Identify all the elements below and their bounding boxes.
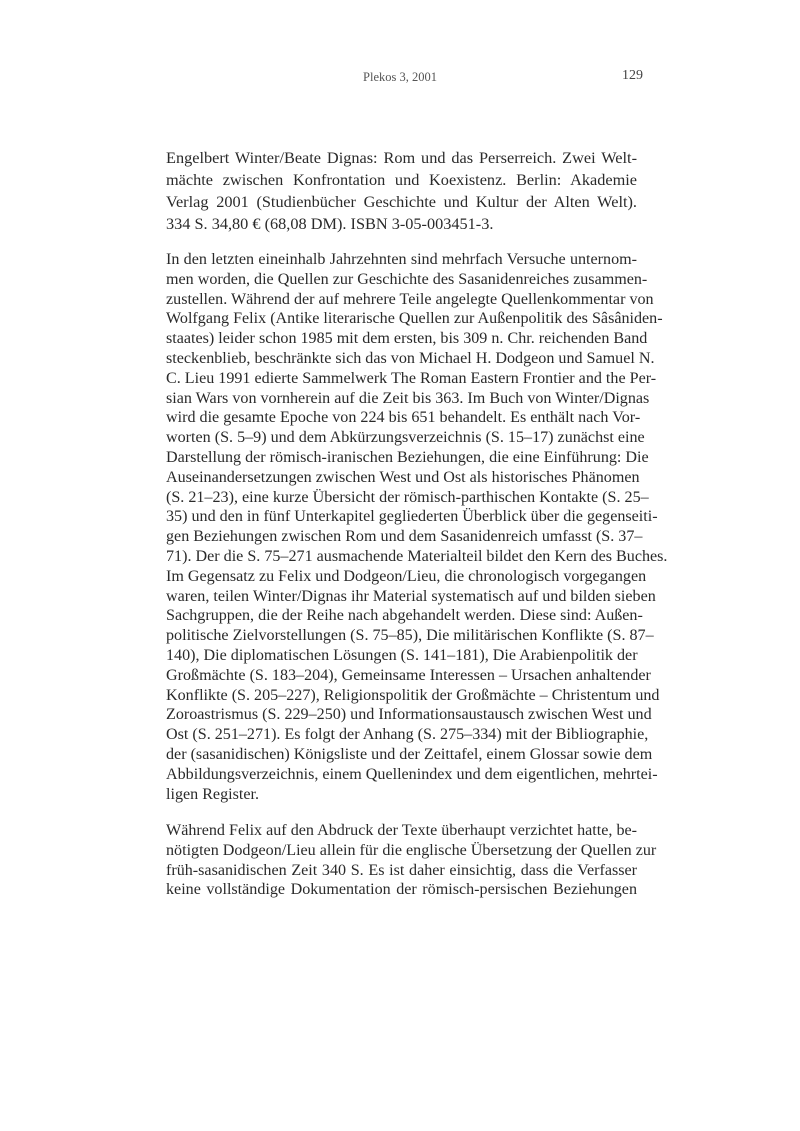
text-line: politische Zielvorstellungen (S. 75–85), Die militärischen Konflikte (S. 87–	[166, 627, 654, 645]
text-line: Während Felix auf den Abdruck der Texte überhaupt verzichtet hatte, be-	[166, 822, 637, 839]
text-line: Im Gegensatz zu Felix und Dodgeon/Lieu, die chronologisch vorgegangen	[166, 567, 647, 585]
heading-line: mächte zwischen Konfrontation und Koexistenz. Berlin: Akademie	[166, 170, 637, 189]
text-line: waren, teilen Winter/Dignas ihr Material systematisch auf und bilden sieben	[166, 587, 656, 605]
text-line: wird die gesamte Epoche von 224 bis 651 behandelt. Es enthält nach Vor-	[166, 409, 641, 427]
text-line: (S. 21–23), eine kurze Übersicht der römisch-parthischen Kontakte (S. 25–	[166, 488, 649, 506]
text-line: zustellen. Während der auf mehrere Teile angelegte Quellenkommentar von	[166, 290, 654, 308]
page-number: 129	[622, 68, 643, 83]
heading-line: Verlag 2001 (Studienbücher Geschichte und Kultur der Alten Welt).	[166, 192, 637, 211]
text-line: Abbildungsverzeichnis, einem Quellenindex und dem eigentlichen, mehrtei-	[166, 765, 658, 783]
text-line: Großmächte (S. 183–204), Gemeinsame Interessen – Ursachen anhaltender	[166, 666, 651, 684]
text-line: keine vollständige Dokumentation der römisch-persischen Beziehungen	[166, 881, 637, 899]
text-line: steckenblieb, beschränkte sich das von Michael H. Dodgeon und Samuel N.	[166, 350, 655, 367]
text-line: Zoroastrismus (S. 229–250) und Informationsaustausch zwischen West und	[166, 706, 652, 724]
text-line: In den letzten eineinhalb Jahrzehnten sind mehrfach Versuche unternom-	[166, 251, 637, 268]
text-line: Ost (S. 251–271). Es folgt der Anhang (S. 275–334) mit der Bibliographie,	[166, 726, 649, 744]
text-line: Konflikte (S. 205–227), Religionspolitik der Großmächte – Christentum und	[166, 686, 660, 704]
text-line: ligen Register.	[166, 785, 259, 803]
text-line: Darstellung der römisch-iranischen Beziehungen, die eine Einführung: Die	[166, 449, 649, 466]
heading-line: 334 S. 34,80 € (68,08 DM). ISBN 3-05-003451-3.	[166, 214, 494, 233]
heading-line: Engelbert Winter/Beate Dignas: Rom und das Perserreich. Zwei Welt-	[166, 148, 637, 167]
text-line: worten (S. 5–9) und dem Abkürzungsverzeichnis (S. 15–17) zunächst eine	[166, 429, 645, 447]
text-line: staates) leider schon 1985 mit dem ersten, bis 309 n. Chr. reichenden Band	[166, 330, 648, 348]
text-line: nötigten Dodgeon/Lieu allein für die englische Übersetzung der Quellen zur	[166, 841, 657, 859]
text-line: 140), Die diplomatischen Lösungen (S. 141–181), Die Arabienpolitik der	[166, 647, 638, 664]
text-line: Auseinandersetzungen zwischen West und Ost als historisches Phänomen	[166, 468, 640, 486]
text-line: C. Lieu 1991 edierte Sammelwerk The Roman Eastern Frontier and the Per-	[166, 369, 657, 387]
text-line: früh-sasanidischen Zeit 340 S. Es ist daher einsichtig, dass die Verfasser	[166, 861, 637, 879]
text-line: gen Beziehungen zwischen Rom und dem Sasanidenreich umfasst (S. 37–	[166, 528, 643, 546]
text-line: Wolfgang Felix (Antike literarische Quellen zur Außenpolitik des Sâsâniden-	[166, 310, 663, 328]
text-line: 35) und den in fünf Unterkapitel gegliederten Überblick über die gegenseiti-	[166, 508, 658, 526]
text-line: 71). Der die S. 75–271 ausmachende Materialteil bildet den Kern des Buches.	[166, 548, 668, 565]
text-line: Sachgruppen, die der Reihe nach abgehandelt werden. Diese sind: Außen-	[166, 607, 643, 625]
text-line: der (sasanidischen) Königsliste und der Zeittafel, einem Glossar sowie dem	[166, 746, 653, 763]
running-head: Plekos 3, 2001	[363, 70, 437, 84]
text-line: sian Wars von vornherein auf die Zeit bis 363. Im Buch von Winter/Dignas	[166, 389, 650, 407]
text-line: men worden, die Quellen zur Geschichte des Sasanidenreiches zusammen-	[166, 270, 648, 288]
